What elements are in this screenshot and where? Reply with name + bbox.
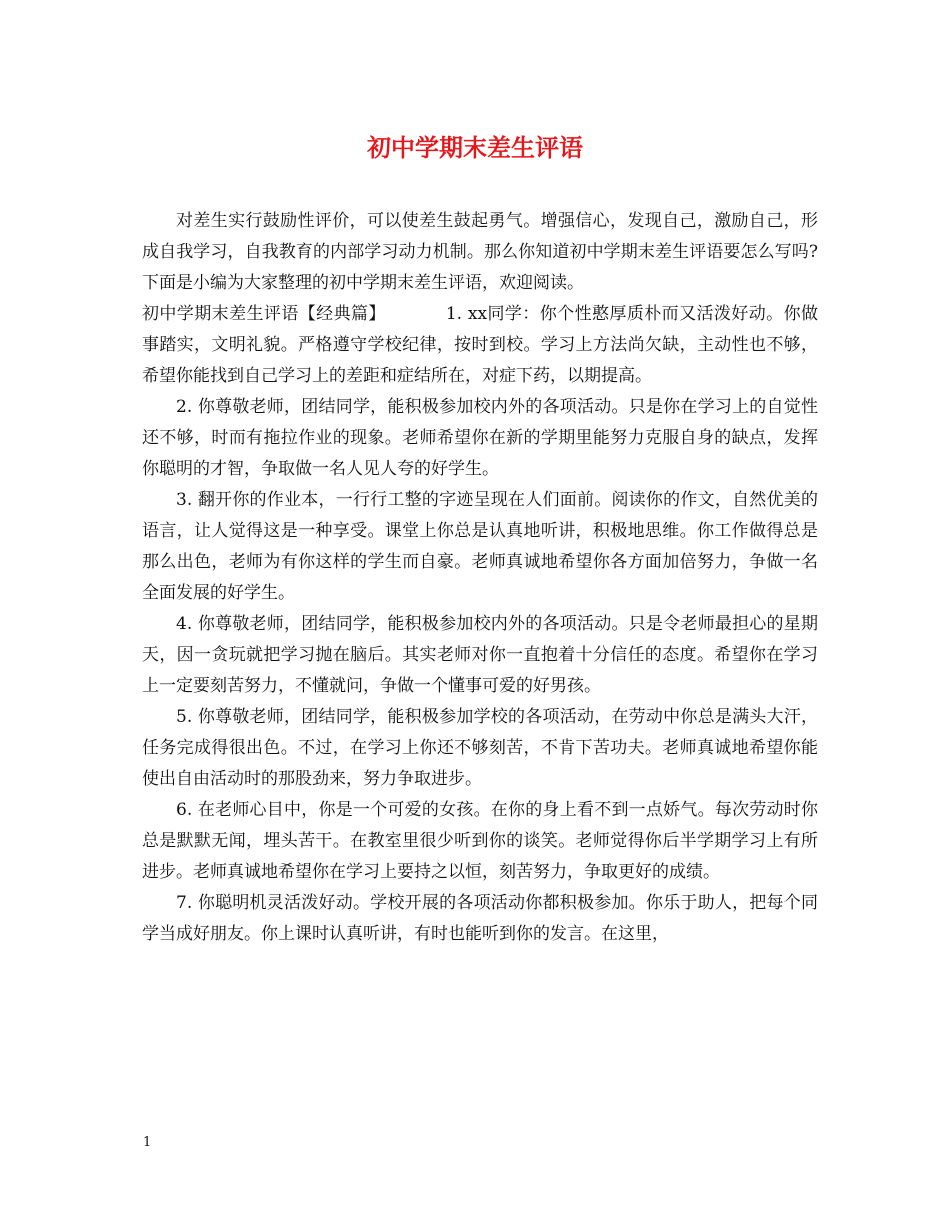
document-title: 初中学期末差生评语 xyxy=(367,133,583,162)
section-heading: 初中学期末差生评语【经典篇】 xyxy=(142,304,386,324)
comment-item-2: 2. 你尊敬老师，团结同学，能积极参加校内外的各项活动。只是你在学习上的自觉性还不够，时而有拖拉作业的现象。老师希望你在新的学期里能努力克服自身的缺点，发挥你聪明的才智，争取做一名人见人夸的好学生。 xyxy=(142,397,818,479)
document-body xyxy=(142,206,818,950)
comment-item-1: 1. xx同学：你个性憨厚质朴而又活泼好动。你做事踏实，文明礼貌。严格遵守学校纪律，按时到校。学习上方法尚欠缺，主动性也不够，希望你能找到自己学习上的差距和症结所在，对症下药，以期提高。 xyxy=(142,304,818,386)
comment-item-3: 3. 翻开你的作业本，一行行工整的字迹呈现在人们面前。阅读你的作文，自然优美的语言，让人觉得这是一种享受。课堂上你总是认真地听讲，积极地思维。你工作做得总是那么出色，老师为有你这样的学生而自豪。老师真诚地希望你各方面加倍努力，争做一名全面发展的好学生。 xyxy=(142,490,818,603)
section-paragraph xyxy=(142,299,818,392)
comment-item-4: 4. 你尊敬老师，团结同学，能积极参加校内外的各项活动。只是令老师最担心的星期天，因一贪玩就把学习抛在脑后。其实老师对你一直抱着十分信任的态度。希望你在学习上一定要刻苦努力，不懂就问，争做一个懂事可爱的好男孩。 xyxy=(142,614,818,696)
page-number: 1 xyxy=(143,1135,152,1150)
comment-item-6: 6. 在老师心目中，你是一个可爱的女孩。在你的身上看不到一点娇气。每次劳动时你总是默默无闻，埋头苦干。在教室里很少听到你的谈笑。老师觉得你后半学期学习上有所进步。老师真诚地希望你在学习上要持之以恒，刻苦努力，争取更好的成绩。 xyxy=(142,800,818,882)
comment-item-5: 5. 你尊敬老师，团结同学，能积极参加学校的各项活动，在劳动中你总是满头大汗，任务完成得很出色。不过，在学习上你还不够刻苦，不肯下苦功夫。老师真诚地希望你能使出自由活动时的那股劲来，努力争取进步。 xyxy=(142,707,818,789)
comment-item-7: 7. 你聪明机灵活泼好动。学校开展的各项活动你都积极参加。你乐于助人，把每个同学当成好朋友。你上课时认真听讲，有时也能听到你的发言。在这里， xyxy=(142,893,818,944)
intro-paragraph: 对差生实行鼓励性评价，可以使差生鼓起勇气。增强信心，发现自己，激励自己，形成自我学习，自我教育的内部学习动力机制。那么你知道初中学期末差生评语要怎么写吗?下面是小编为大家整理的初中学期末差生评语，欢迎阅读。 xyxy=(142,211,818,293)
